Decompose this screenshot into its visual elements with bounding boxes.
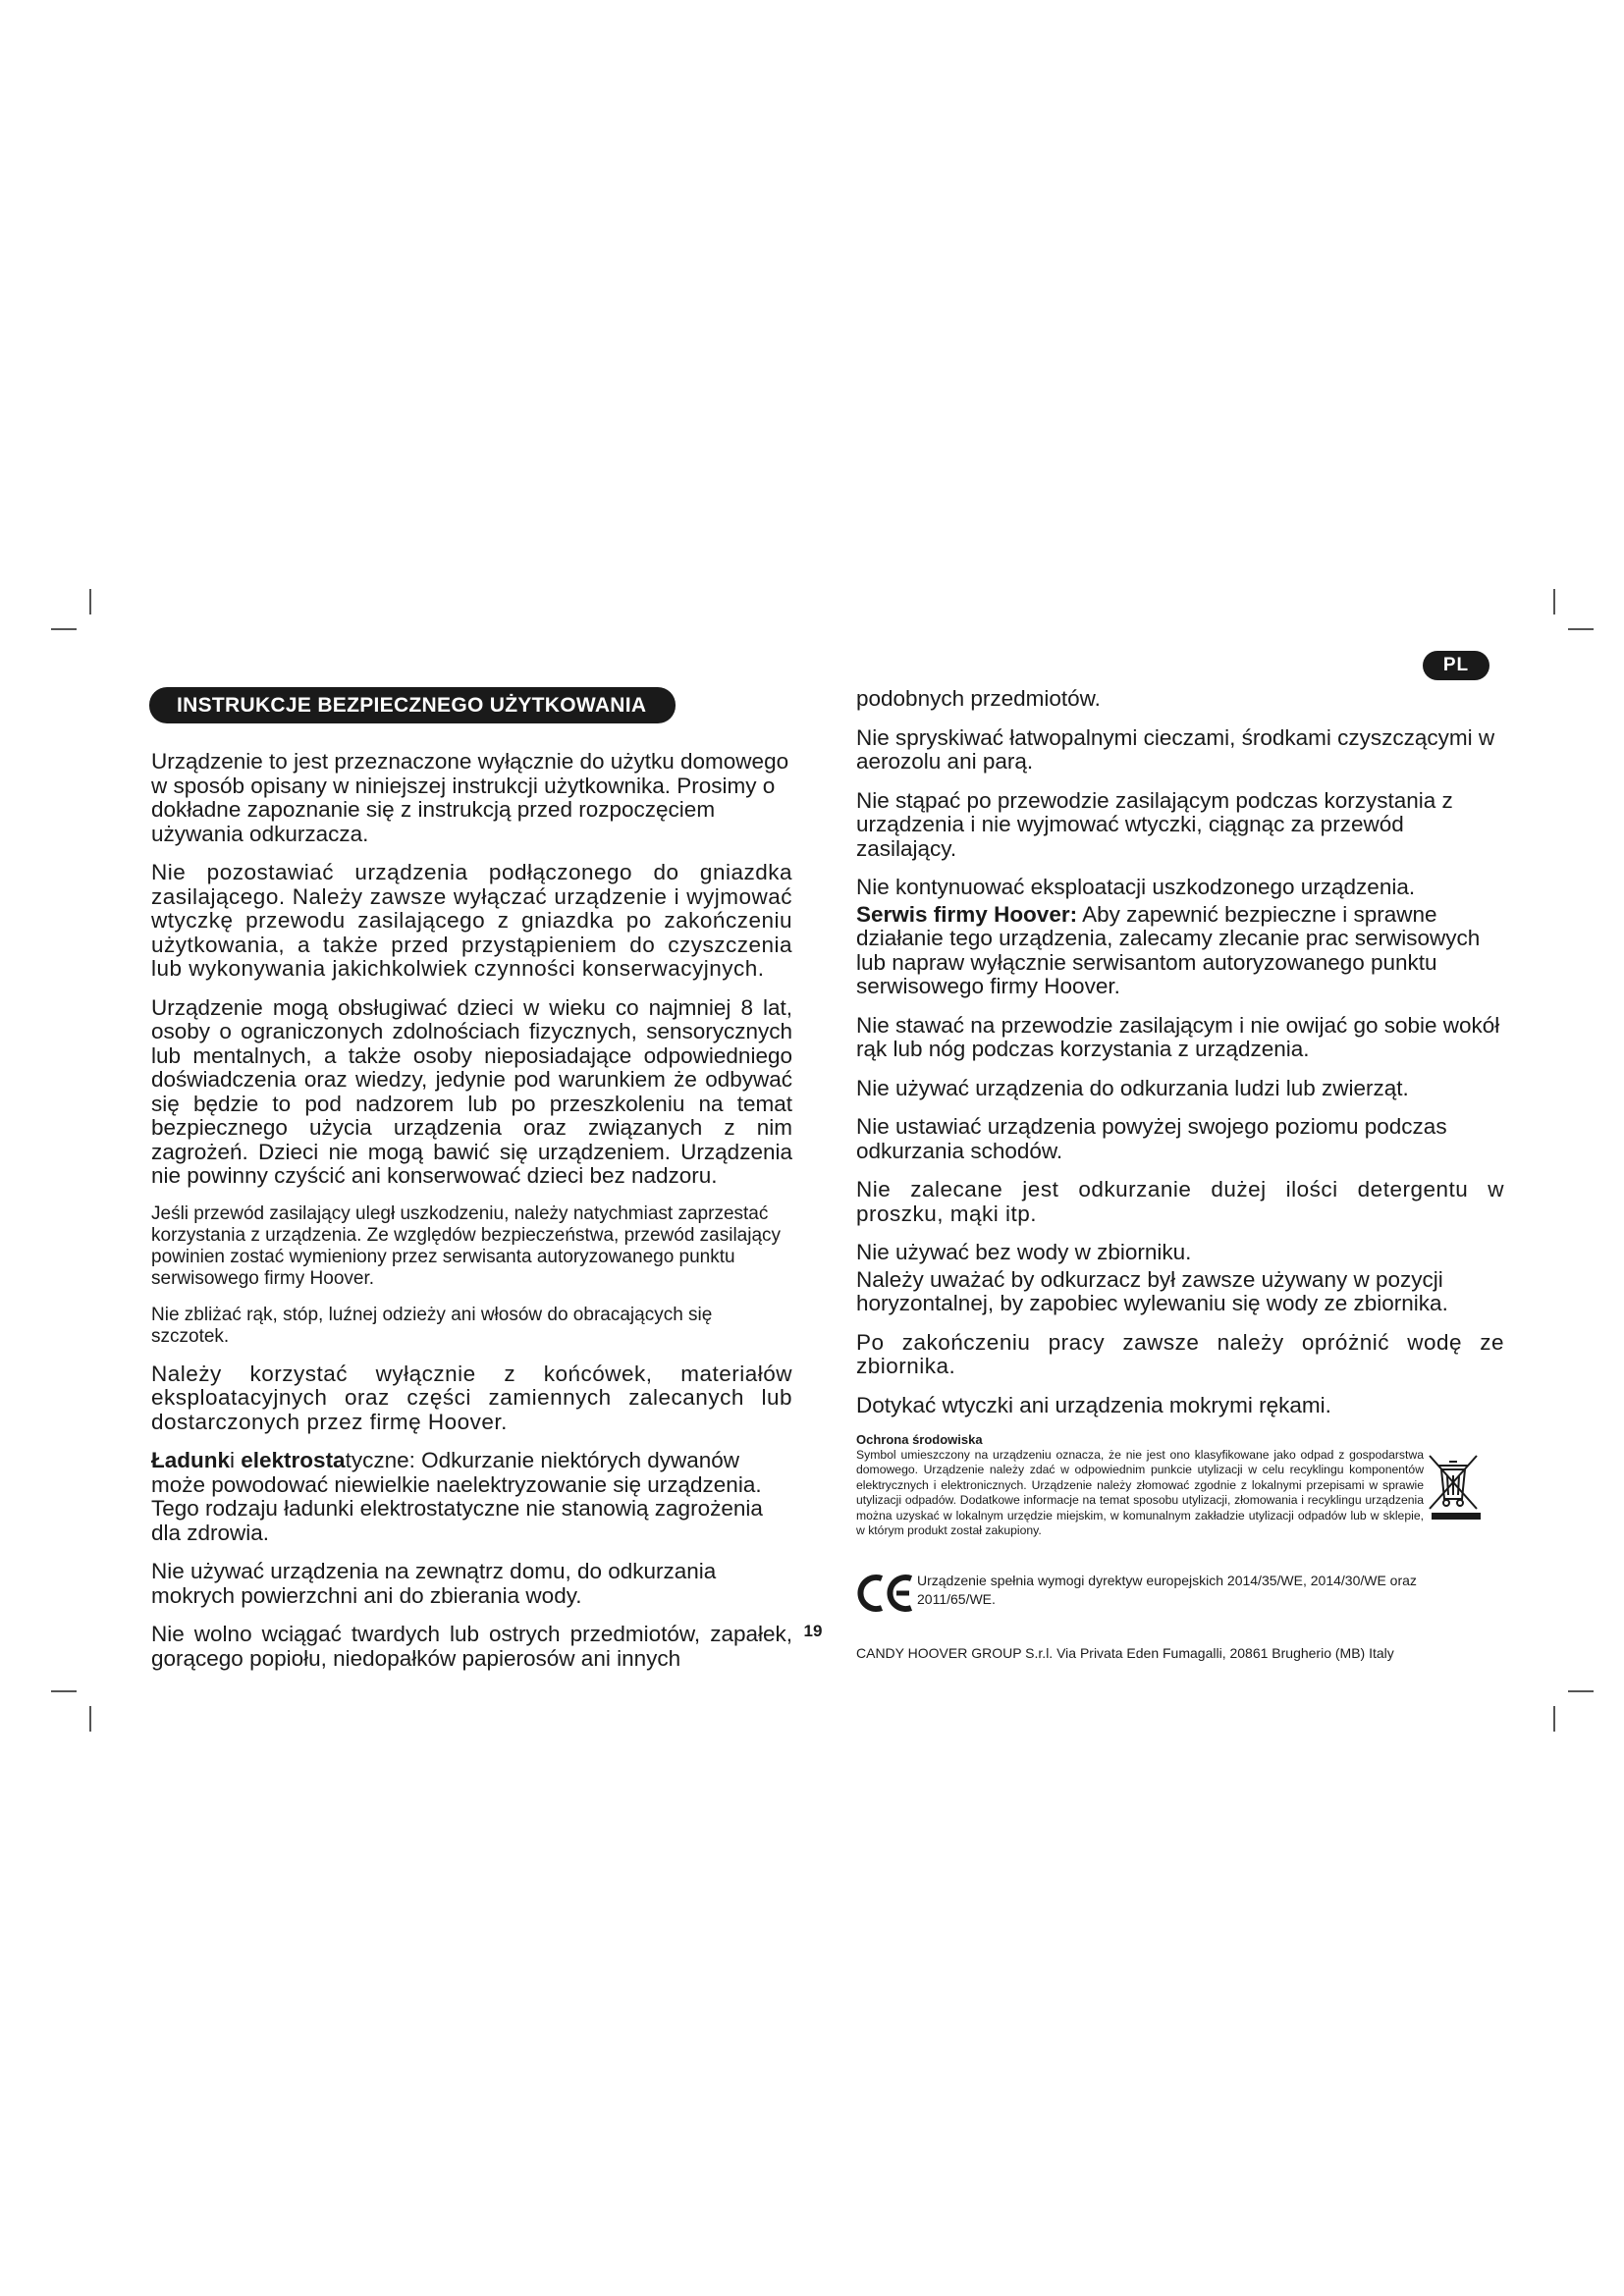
crop-mark xyxy=(51,1690,77,1692)
paragraph-cord-step: Nie stąpać po przewodzie zasilającym podczas korzystania z urządzenia i nie wyjmować wtyczki, ciągnąc za przewód zasilający. xyxy=(856,787,1453,861)
electrostatic-bold-1: Ładunk xyxy=(151,1448,231,1472)
paragraph-unplug: Nie pozostawiać urządzenia podłączonego do gniazdka zasilającego. Należy zawsze wyłączać urządzenie i wyjmować wtyczkę przewodu zasilającego z gniazdka po zakończeniu użytkowania, a także przed przystąpieniem do czyszczenia lub wykonywania jakichkolwiek czynności konserwacyjnych. xyxy=(151,860,792,981)
paragraph-damaged-device: Nie kontynuować eksploatacji uszkodzonego urządzenia. xyxy=(856,875,1416,899)
paragraph-wet-hands: Dotykać wtyczki ani urządzenia mokrymi rękami. xyxy=(856,1392,1331,1417)
crop-mark xyxy=(89,1706,91,1732)
paragraph-service xyxy=(856,903,1504,999)
crop-mark xyxy=(51,628,77,630)
electrostatic-text-1: i xyxy=(230,1448,242,1472)
crop-mark xyxy=(89,589,91,614)
environment-title: Ochrona środowiska xyxy=(856,1432,983,1447)
page-number: 19 xyxy=(803,1622,823,1640)
paragraph-water-tank: Nie używać bez wody w zbiorniku. xyxy=(856,1240,1192,1264)
left-column xyxy=(151,687,792,1685)
environment-text: Symbol umieszczony na urządzeniu oznacza, że nie jest ono klasyfikowane jako odpad z gospodarstwa domowego. Urządzenie należy zdać w odpowiednim punkcie utylizacji w celu recyklingu komponentów elektrycznych i elektronicznych. Urządzenie należy złomować zgodnie z lokalnymi przepisami w sprawie utylizacji odpadów. Dodatkowe informacje na temat sposobu utylizacji, złomowania i recyklingu urządzenia można uzyskać w lokalnym urzędzie miejskim, w komunalnym zakładzie utylizacji odpadów lub w sklepie, w którym produkt został zakupiony. xyxy=(856,1448,1424,1538)
crop-mark xyxy=(1568,1690,1594,1692)
paragraph-brushes: Nie zbliżać rąk, stóp, luźnej odzieży ani włosów do obracających się szczotek. xyxy=(151,1304,713,1347)
paragraph-continuation: podobnych przedmiotów. xyxy=(856,686,1101,711)
language-badge: PL xyxy=(1423,651,1489,680)
weee-bin-icon xyxy=(1424,1450,1483,1521)
crop-mark xyxy=(1553,1706,1555,1732)
paragraph-children: Urządzenie mogą obsługiwać dzieci w wieku co najmniej 8 lat, osoby o ograniczonych zdolnościach fizycznych, sensorycznych lub mentalnych, a także osoby nieposiadające odpowiedniego doświadczenia oraz wiedzy, jedynie pod warunkiem że odbywać się będzie to pod nadzorem lub po przeszkoleniu na temat bezpiecznego użycia urządzenia oraz związanych z nim zagrożeń. Dzieci nie mogą bawić się urządzeniem. Urządzenia nie powinny czyścić ani konserwować dzieci bez nadzoru. xyxy=(151,994,792,1188)
paragraph-outdoor: Nie używać urządzenia na zewnątrz domu, do odkurzania mokrych powierzchni ani do zbierania wody. xyxy=(151,1559,717,1608)
right-column xyxy=(856,687,1504,1662)
electrostatic-bold-2: elektrosta xyxy=(241,1448,346,1472)
paragraph-horizontal: Należy uważać by odkurzacz był zawsze używany w pozycji horyzontalnej, by zapobiec wylewaniu się wody ze zbiornika. xyxy=(856,1266,1448,1315)
paragraph-empty-tank: Po zakończeniu pracy zawsze należy opróżnić wodę ze zbiornika. xyxy=(856,1329,1504,1378)
paragraph-people-animals: Nie używać urządzenia do odkurzania ludzi lub zwierząt. xyxy=(856,1075,1409,1100)
crop-mark xyxy=(1553,589,1555,614)
paragraph-stairs: Nie ustawiać urządzenia powyżej swojego poziomu podczas odkurzania schodów. xyxy=(856,1114,1447,1163)
company-address: CANDY HOOVER GROUP S.r.l. Via Privata Eden Fumagalli, 20861 Brugherio (MB) Italy xyxy=(856,1645,1394,1662)
environment-section xyxy=(856,1432,1504,1538)
service-text: Aby zapewnić bezpieczne i sprawne działanie tego urządzenia, zalecamy zlecanie prac serwisowych lub napraw wyłącznie serwisantom autoryzowanego punktu serwisowego firmy Hoover. xyxy=(856,901,1481,998)
service-label: Serwis firmy Hoover: xyxy=(856,901,1078,927)
paragraph-spray: Nie spryskiwać łatwopalnymi cieczami, środkami czyszczącymi w aerozolu ani parą. xyxy=(856,724,1495,774)
paragraph-detergent: Nie zalecane jest odkurzanie dużej ilości detergentu w proszku, mąki itp. xyxy=(856,1177,1504,1226)
electrostatic-text-2: tyczne: Odkurzanie niektórych dywanów może powodować niewielkie naelektryzowanie się urządzenia. Tego rodzaju ładunki elektrostatyczne nie stanowią zagrożenia dla zdrowia. xyxy=(151,1448,763,1545)
paragraph-accessories: Należy korzystać wyłącznie z końcówek, materiałów eksploatacyjnych oraz części zamiennych zalecanych lub dostarczonych przez firmę Hoover. xyxy=(151,1361,792,1434)
ce-mark-icon xyxy=(856,1574,915,1613)
ce-section xyxy=(856,1568,1504,1617)
section-heading: INSTRUKCJE BEZPIECZNEGO UŻYTKOWANIA xyxy=(149,687,676,723)
paragraph-cord-wrap: Nie stawać na przewodzie zasilającym i nie owijać go sobie wokół rąk lub nóg podczas korzystania z urządzenia. xyxy=(856,1012,1500,1061)
ce-compliance-text: Urządzenie spełnia wymogi dyrektyw europejskich 2014/35/WE, 2014/30/WE oraz 2011/65/WE. xyxy=(917,1573,1417,1608)
paragraph-damaged-cord: Jeśli przewód zasilający uległ uszkodzeniu, należy natychmiast zaprzestać korzystania z urządzenia. Ze względów bezpieczeństwa, przewód zasilający powinien zostać wymieniony przez serwisanta autoryzowanego punktu serwisowego firmy Hoover. xyxy=(151,1202,782,1289)
paragraph-hard-objects: Nie wolno wciągać twardych lub ostrych przedmiotów, zapałek, gorącego popiołu, niedopałków papierosów ani innych xyxy=(151,1622,792,1671)
paragraph-electrostatic xyxy=(151,1449,792,1545)
paragraph-intended-use: Urządzenie to jest przeznaczone wyłącznie do użytku domowego w sposób opisany w niniejszej instrukcji użytkownika. Prosimy o dokładne zapoznanie się z instrukcją przed rozpoczęciem używania odkurzacza. xyxy=(151,749,789,846)
crop-mark xyxy=(1568,628,1594,630)
